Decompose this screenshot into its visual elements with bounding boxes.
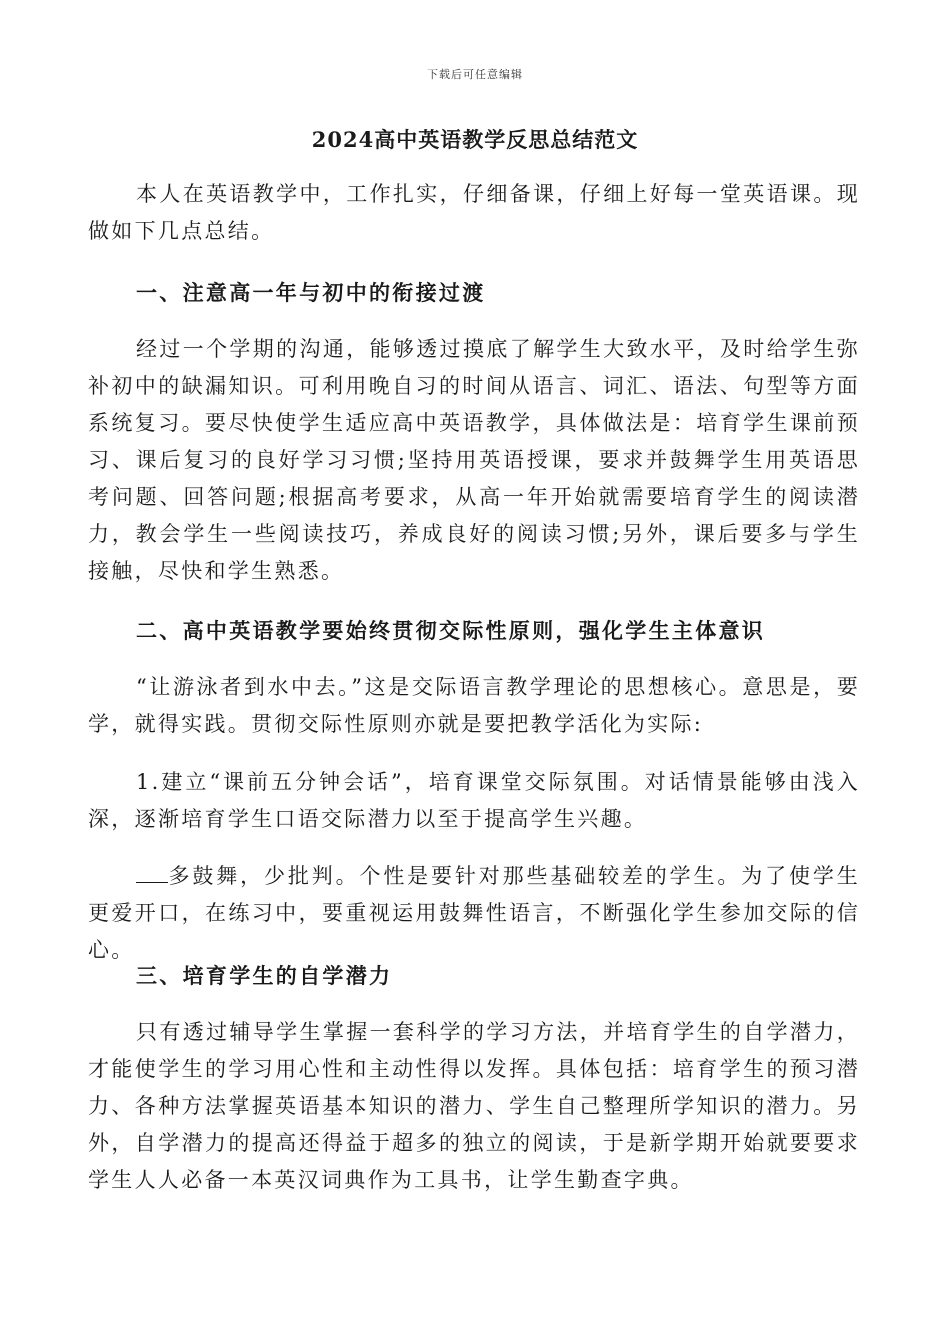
intro-paragraph: 本人在英语教学中，工作扎实，仔细备课，仔细上好每一堂英语课。现做如下几点总结。 (88, 182, 860, 243)
section-1-paragraph: 经过一个学期的沟通，能够透过摸底了解学生大致水平，及时给学生弥补初中的缺漏知识。可利用晚自习的时间从语言、词汇、语法、句型等方面系统复习。要尽快使学生适应高中英语教学，具体做法是：培育学生课前预习、课后复习的良好学习习惯;坚持用英语授课，要求并鼓舞学生用英语思考问题、回答问题;根据高考要求，从高一年开始就需要培育学生的阅读潜力，教会学生一些阅读技巧，养成良好的阅读习惯;另外，课后要多与学生接触，尽快和学生熟悉。 (88, 337, 860, 583)
blank-underline (136, 864, 168, 883)
section-2-heading: 二、高中英语教学要始终贯彻交际性原则，强化学生主体意识 (136, 618, 766, 643)
section-2-item-1: 1.建立“课前五分钟会话”，培育课堂交际氛围。对话情景能够由浅入深，逐渐培育学生口语交际潜力以至于提高学生兴趣。 (88, 770, 860, 831)
header-note: 下载后可任意编辑 (427, 68, 523, 81)
section-3-heading: 三、培育学生的自学潜力 (136, 963, 393, 988)
section-2-item-2-text: 多鼓舞，少批判。个性是要针对那些基础较差的学生。为了使学生更爱开口，在练习中，要重视运用鼓舞性语言，不断强化学生参加交际的信心。 (88, 864, 860, 962)
section-2-paragraph: “让游泳者到水中去。”这是交际语言教学理论的思想核心。意思是，要学，就得实践。贯彻交际性原则亦就是要把教学活化为实际: (88, 675, 860, 736)
section-2-item-2 (88, 858, 860, 969)
section-3-paragraph: 只有透过辅导学生掌握一套科学的学习方法，并培育学生的自学潜力，才能使学生的学习用心性和主动性得以发挥。具体包括：培育学生的预习潜力、各种方法掌握英语基本知识的潜力、学生自己整理所学知识的潜力。另外，自学潜力的提高还得益于超多的独立的阅读，于是新学期开始就要要求学生人人必备一本英汉词典作为工具书，让学生勤查字典。 (88, 1020, 860, 1192)
document-title: 2024高中英语教学反思总结范文 (311, 127, 639, 152)
section-1-heading: 一、注意高一年与初中的衔接过渡 (136, 280, 486, 305)
